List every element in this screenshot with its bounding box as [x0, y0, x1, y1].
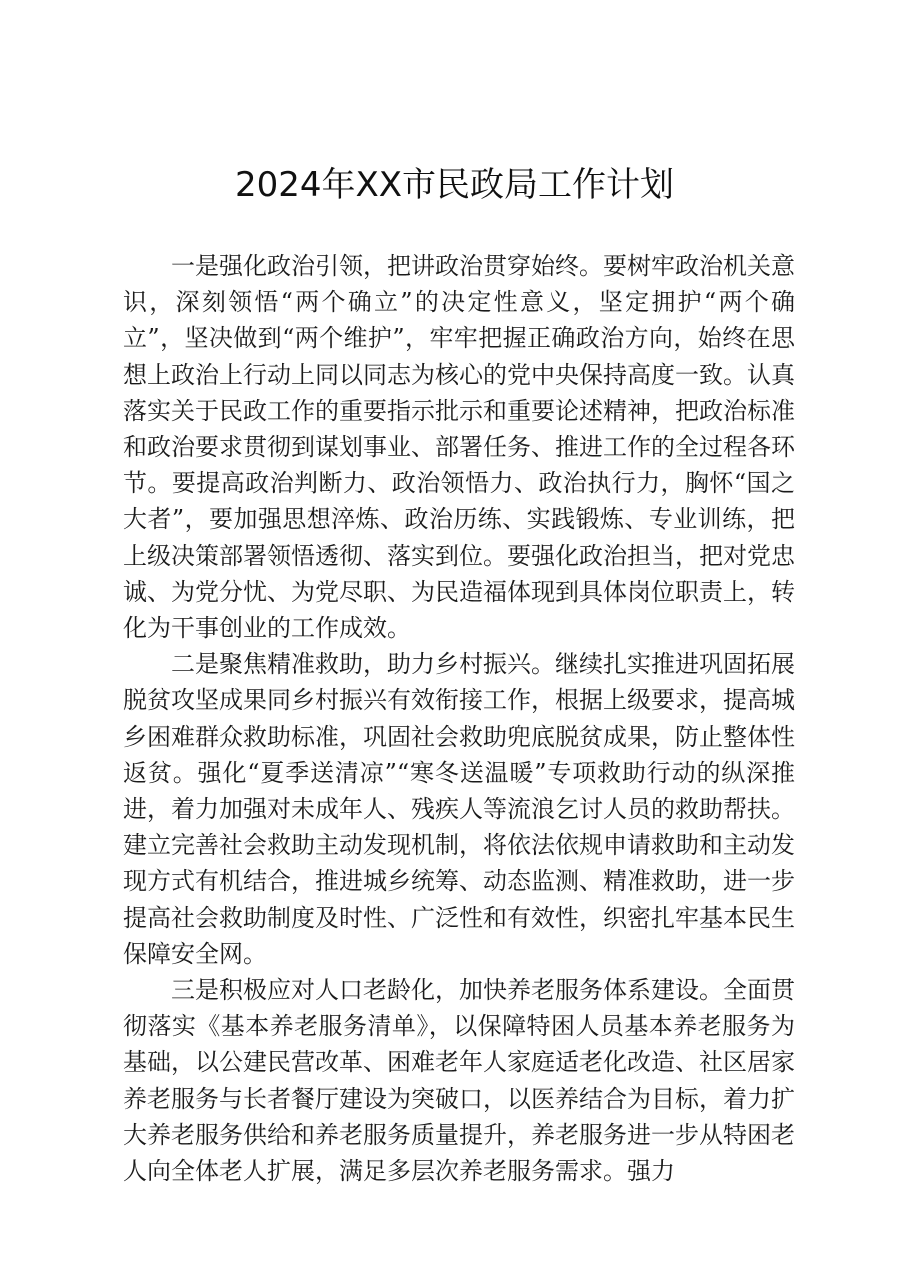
- document-title: 2024年XX市民政局工作计划: [234, 165, 675, 205]
- document-body: [123, 248, 795, 1189]
- paragraph-3: 三是积极应对人口老龄化，加快养老服务体系建设。全面贯彻落实《基本养老服务清单》，以保障特困人员基本养老服务为基础，以公建民营改革、困难老年人家庭适老化改造、社区居家养老服务与长者餐厅建设为突破口，以医养结合为目标，着力扩大养老服务供给和养老服务质量提升，养老服务进一步从特困老人向全体老人扩展，满足多层次养老服务需求。强力: [123, 976, 795, 1186]
- paragraph-2: 二是聚焦精准救助，助力乡村振兴。继续扎实推进巩固拓展脱贫攻坚成果同乡村振兴有效衔接工作，根据上级要求，提高城乡困难群众救助标准，巩固社会救助兜底脱贫成果，防止整体性返贫。强化“夏季送清凉”“寒冬送温暖”专项救助行动的纵深推进，着力加强对未成年人、残疾人等流浪乞讨人员的救助帮扶。建立完善社会救助主动发现机制，将依法依规申请救助和主动发现方式有机结合，推进城乡统筹、动态监测、精准救助，进一步提高社会救助制度及时性、广泛性和有效性，织密扎牢基本民生保障安全网。: [123, 650, 795, 968]
- paragraph-1: 一是强化政治引领，把讲政治贯穿始终。要树牢政治机关意识，深刻领悟“两个确立”的决定性意义，坚定拥护“两个确立”，坚决做到“两个维护”，牢牢把握正确政治方向，始终在思想上政治上行动上同以同志为核心的党中央保持高度一致。认真落实关于民政工作的重要指示批示和重要论述精神，把政治标准和政治要求贯彻到谋划事业、部署任务、推进工作的全过程各环节。要提高政治判断力、政治领悟力、政治执行力，胸怀“国之大者”，要加强思想淬炼、政治历练、实践锻炼、专业训练，把上级决策部署领悟透彻、落实到位。要强化政治担当，把对党忠诚、为党分忧、为党尽职、为民造福体现到具体岗位职责上，转化为干事创业的工作成效。: [123, 252, 795, 643]
